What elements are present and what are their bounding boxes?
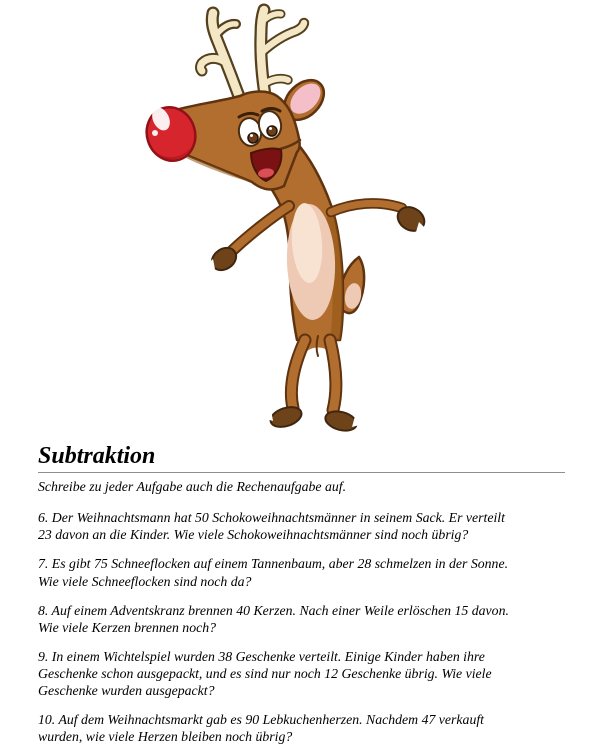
title-divider: [38, 472, 565, 473]
problem-7: 7. Es gibt 75 Schneeflocken auf einem Tannenbaum, aber 28 schmelzen in der Sonne. Wie viele Schneeflocken sind noch da?: [38, 556, 509, 589]
instructions-text: Schreibe zu jeder Aufgabe auch die Rechenaufgabe auf.: [38, 479, 347, 495]
problem-9: 9. In einem Wichtelspiel wurden 38 Geschenke verteilt. Einige Kinder haben ihre Geschenke schon ausgepackt, und es sind nur noch 12 Geschenke übrig. Wie viele Geschenke wurden ausgepackt?: [38, 648, 492, 699]
legs: [263, 340, 363, 434]
problem-6: 6. Der Weihnachtsmann hat 50 Schokoweihnachtsmänner in seinem Sack. Er verteilt 23 davon an die Kinder. Wie viele Schokoweihnachtsmänner sind noch übrig?: [38, 510, 505, 543]
problem-10: 10. Auf dem Weihnachtsmarkt gab es 90 Lebkuchenherzen. Nachdem 47 verkauft wurden, wie viele Herzen bleiben noch übrig?: [38, 712, 485, 745]
page-title: Subtraktion: [38, 443, 156, 469]
head: [140, 92, 300, 190]
problem-8: 8. Auf einem Adventskranz brennen 40 Kerzen. Nach einer Weile erlöschen 15 davon. Wie viele Kerzen brennen noch?: [38, 602, 509, 635]
left-hoof: [263, 403, 304, 430]
worksheet-text: [38, 444, 565, 751]
right-hoof: [323, 408, 363, 434]
